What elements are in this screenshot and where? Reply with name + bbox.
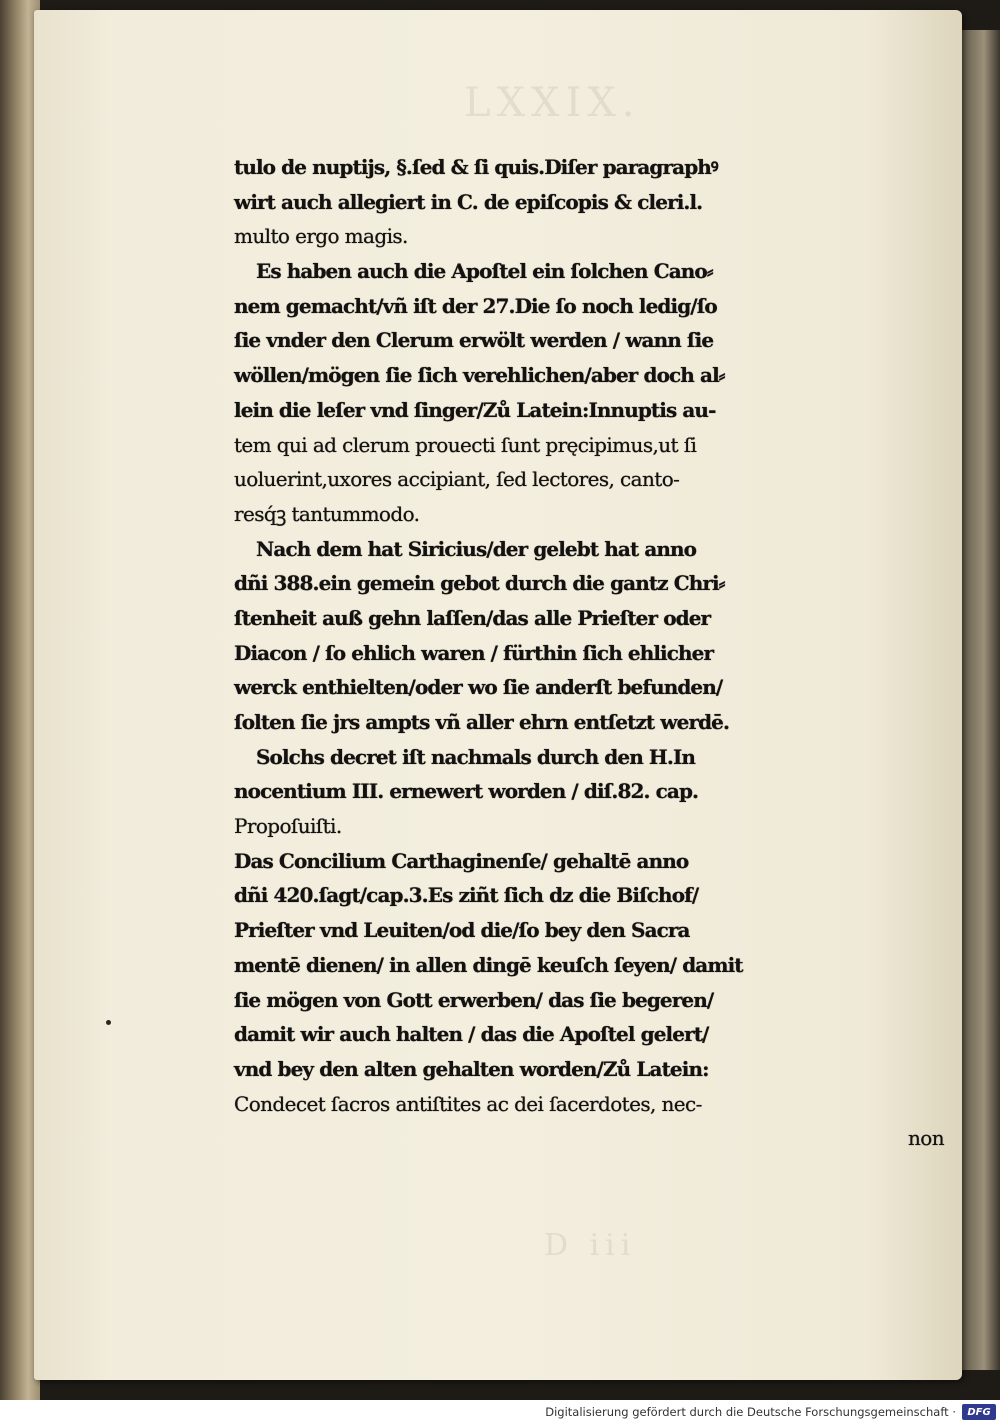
text-line: uoluerint,uxores accipiant, ſed lectores, canto- (234, 467, 680, 492)
text-line: tulo de nuptijs, §.ſed & ſi quis.Diſer paragraphꝰ (234, 155, 718, 179)
text-line: dñi 420.ſagt/cap.3.Es ziñt ſich dz die Biſchof/ (234, 883, 699, 908)
book-page (34, 10, 962, 1380)
text-line: wöllen/mögen ſie ſich verehlichen/aber doch al⸗ (234, 363, 725, 388)
text-line: lein die leſer vnd ſinger/Zů Latein:Innuptis au- (234, 397, 716, 422)
text-line: Propoſuiſti. (234, 814, 342, 839)
text-line: resq́ꝫ tantummodo. (234, 501, 420, 526)
text-line: mentē dienen/ in allen dingē keuſch ſeyen/ damit (234, 952, 743, 977)
text-line: multo ergo magis. (234, 224, 408, 249)
text-line: vnd bey den alten gehalten worden/Zů Latein: (234, 1056, 709, 1081)
signature-mark-show-through: D iii (544, 1228, 637, 1263)
text-line: tem qui ad clerum prouecti ſunt pręcipimus,ut ſi (234, 432, 697, 457)
text-line: Condecet ſacros antiſtites ac dei ſacerdotes, nec- (234, 1091, 702, 1116)
text-line: dñi 388.ein gemein gebot durch die gantz Chri⸗ (234, 571, 725, 596)
footer-credit: Digitalisierung gefördert durch die Deutsche Forschungsgemeinschaft · (545, 1405, 956, 1419)
dfg-logo-icon: DFG (962, 1404, 996, 1420)
paper-speck (106, 1020, 111, 1025)
text-line: wirt auch allegiert in C. de epiſcopis & cleri.l. (234, 189, 703, 214)
text-line: ſie vnder den Clerum erwölt werden / wann ſie (234, 328, 714, 353)
text-line: ſie mögen von Gott erwerben/ das ſie begeren/ (234, 987, 714, 1012)
text-line: Es haben auch die Apoſtel ein ſolchen Cano⸗ (256, 259, 713, 284)
text-line: Nach dem hat Siricius/der gelebt hat anno (256, 536, 697, 561)
text-line: nem gemacht/vñ iſt der 27.Die ſo noch ledig/ſo (234, 293, 717, 318)
text-line: Prieſter vnd Leuiten/od die/ſo bey den Sacra (234, 918, 690, 943)
text-line: werck enthielten/oder wo ſie anderſt befunden/ (234, 675, 723, 700)
footer-bar (0, 1400, 1000, 1425)
text-line: Das Concilium Carthaginenſe/ gehaltē anno (234, 848, 689, 873)
adjacent-page-edge (960, 30, 1000, 1370)
folio-numeral-show-through: LXXIX. (464, 80, 641, 126)
text-line: Solchs decret iſt nachmals durch den H.In (256, 744, 696, 769)
text-block (234, 150, 954, 1156)
text-line: non (907, 1126, 944, 1151)
text-line: damit wir auch halten / das die Apoſtel gelert/ (234, 1022, 709, 1047)
text-line: ſolten ſie jrs ampts vñ aller ehrn entſetzt werdē. (234, 710, 730, 734)
text-line: ſtenheit auß gehn laſſen/das alle Prieſter oder (234, 605, 711, 630)
text-line: nocentium III. ernewert worden / diſ.82. cap. (234, 779, 699, 804)
text-line: Diacon / ſo ehlich waren / fürthin ſich ehlicher (234, 640, 714, 665)
